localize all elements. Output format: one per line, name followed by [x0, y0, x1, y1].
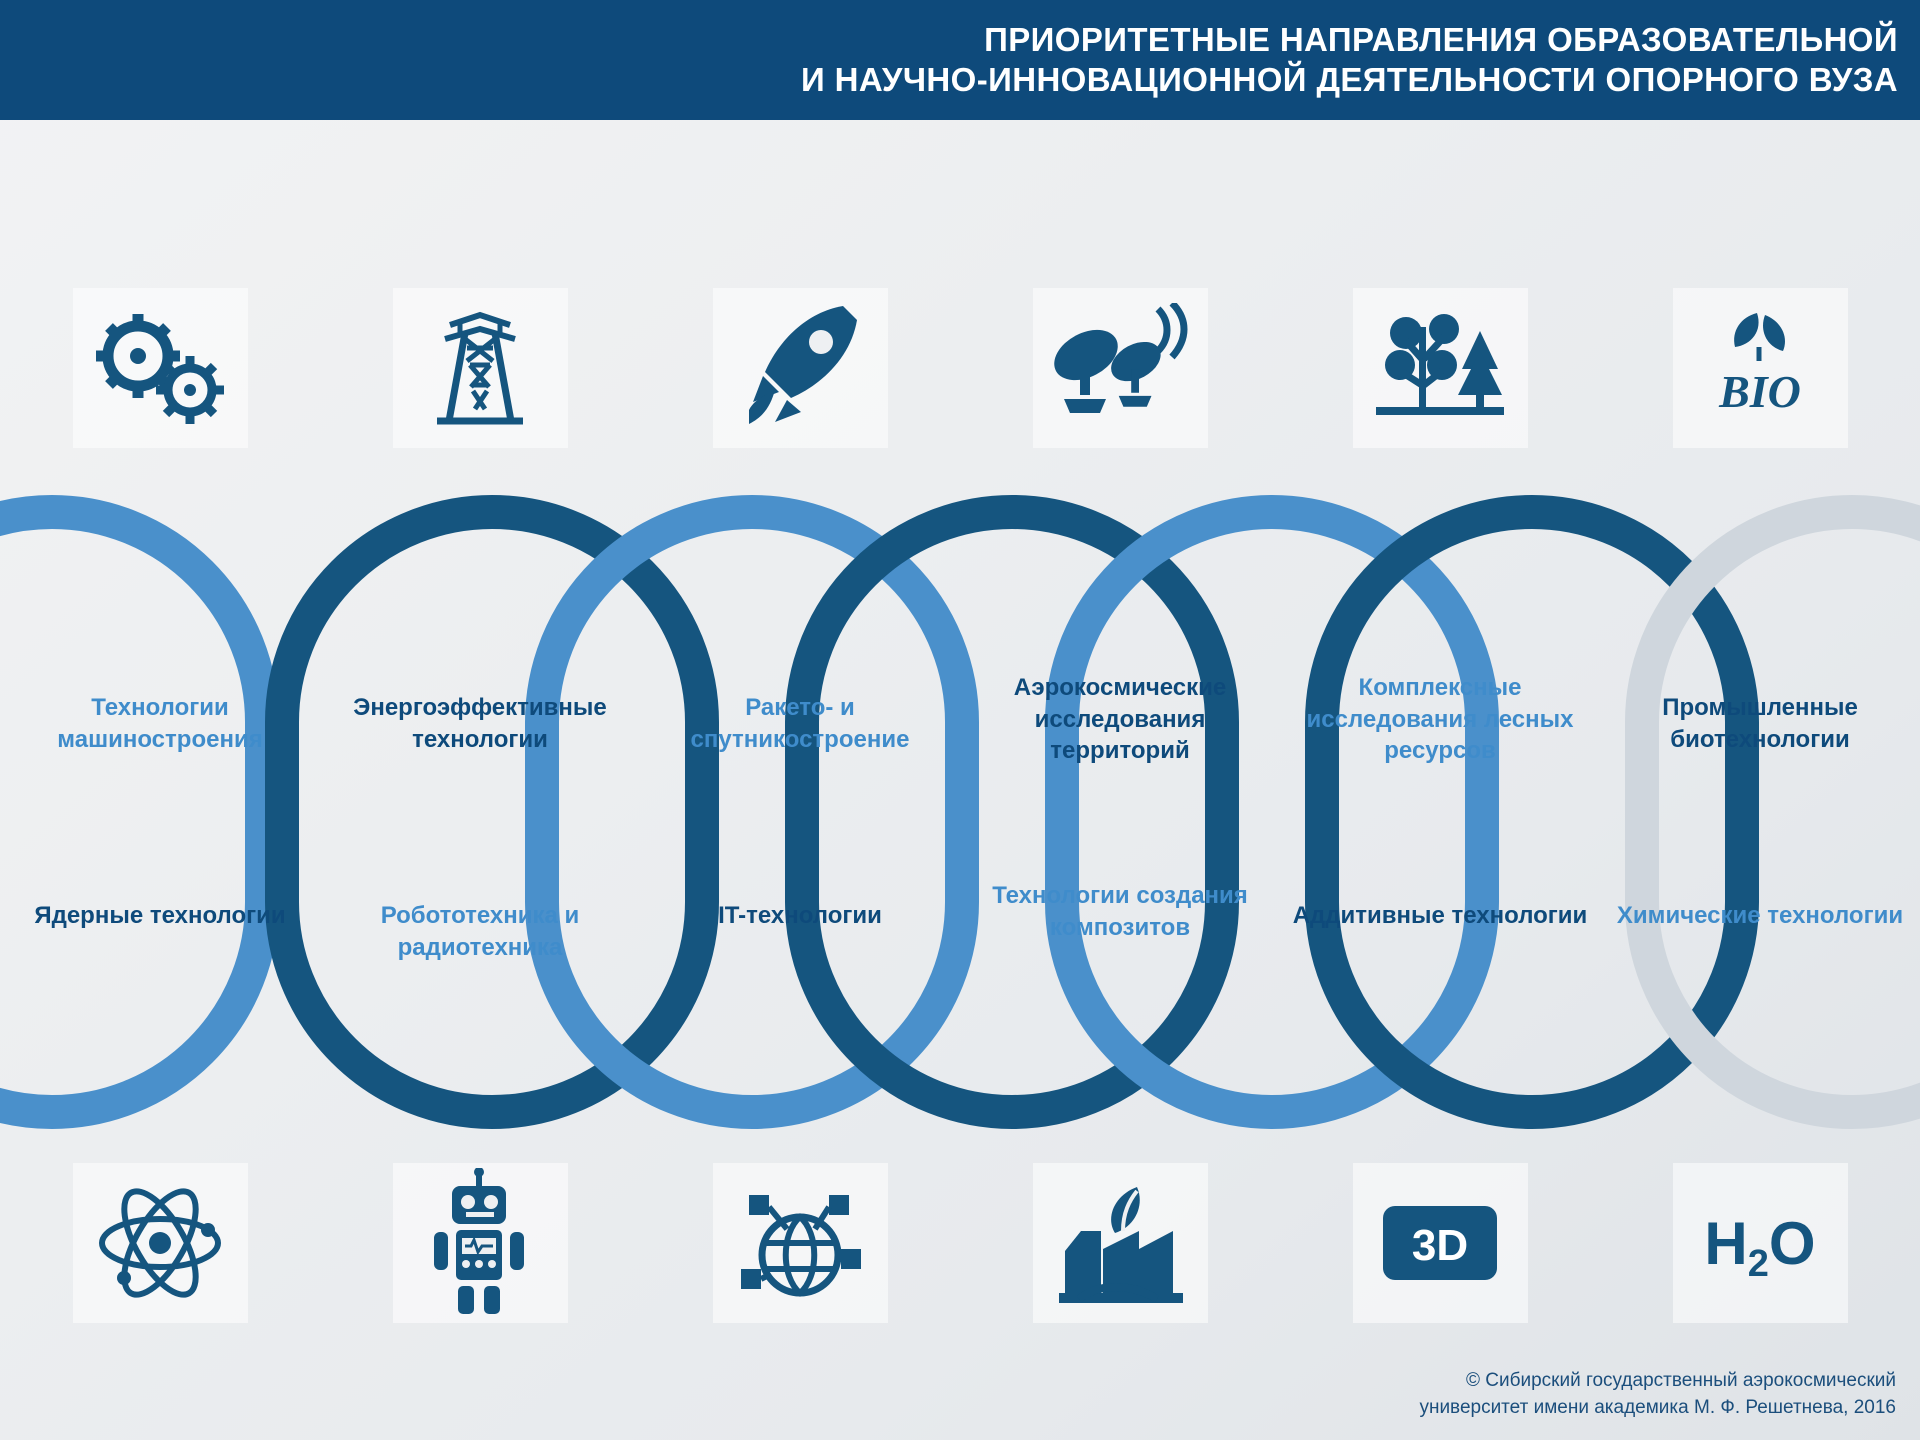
icon-cell-3: [640, 280, 960, 455]
eco-factory-icon: [1033, 1163, 1208, 1323]
icon-cell-4: [960, 280, 1280, 455]
header-title-line-1: ПРИОРИТЕТНЫЕ НАПРАВЛЕНИЯ ОБРАЗОВАТЕЛЬНОЙ: [984, 20, 1898, 58]
credit-line-1: © Сибирский государственный аэрокосмический: [1465, 1369, 1896, 1391]
3d-icon-text: 3D: [1411, 1220, 1469, 1270]
header-title-line-2: И НАУЧНО-ИННОВАЦИОННОЙ ДЕЯТЕЛЬНОСТИ ОПОРНОГО ВУЗА: [801, 61, 1898, 98]
top-icon-row: [0, 280, 1920, 455]
icon-cell-1: [0, 280, 320, 455]
label-top-3: Ракето- и спутникостроение: [690, 694, 910, 753]
label-bottom-6: Химические технологии: [1616, 902, 1904, 929]
icon-cell-9: [640, 1155, 960, 1330]
icon-cell-10: [960, 1155, 1280, 1330]
label-top-2: Энергоэффективные технологии: [353, 694, 607, 753]
label-bottom-2: Робототехника и радиотехника: [380, 902, 580, 961]
label-top-1: Технологии машиностроения: [57, 694, 263, 753]
icon-cell-8: [320, 1155, 640, 1330]
h2o-icon: [1673, 1163, 1848, 1323]
icon-cell-11: [1280, 1155, 1600, 1330]
label-bottom-4: Технологии создания композитов: [992, 882, 1248, 941]
copyright-credit: [1419, 1367, 1896, 1422]
3d-print-icon: [1353, 1163, 1528, 1323]
svg-text:BIO: BIO: [1719, 365, 1801, 417]
page-header: [0, 0, 1920, 120]
forest-trees-icon: [1353, 288, 1528, 448]
gears-icon: [73, 288, 248, 448]
robot-icon: [393, 1163, 568, 1323]
icon-cell-5: [1280, 280, 1600, 455]
rocket-icon: [713, 288, 888, 448]
atom-icon: [73, 1163, 248, 1323]
label-bottom-1: Ядерные технологии: [34, 902, 286, 929]
credit-line-2: университет имени академика М. Ф. Решетнева, 2016: [1419, 1397, 1896, 1419]
svg-text:H2O: $H_2O$: [1704, 1209, 1816, 1285]
icon-cell-12: [1600, 1155, 1920, 1330]
label-top-6: Промышленные биотехнологии: [1662, 694, 1858, 753]
label-bottom-5: Аддитивные технологии: [1292, 902, 1588, 929]
label-top-4: Аэрокосмические исследования территорий: [1013, 674, 1227, 765]
label-top-5: Комплексные исследования лесных ресурсов: [1306, 674, 1574, 765]
label-bottom-3: IT-технологии: [718, 902, 882, 929]
icon-cell-6: [1600, 280, 1920, 455]
globe-network-icon: [713, 1163, 888, 1323]
label-grid: [0, 660, 1920, 1160]
bio-leaf-icon: [1673, 288, 1848, 448]
icon-cell-7: [0, 1155, 320, 1330]
power-line-icon: [393, 288, 568, 448]
icon-cell-2: [320, 280, 640, 455]
satellite-dish-icon: [1033, 288, 1208, 448]
bottom-icon-row: [0, 1155, 1920, 1330]
